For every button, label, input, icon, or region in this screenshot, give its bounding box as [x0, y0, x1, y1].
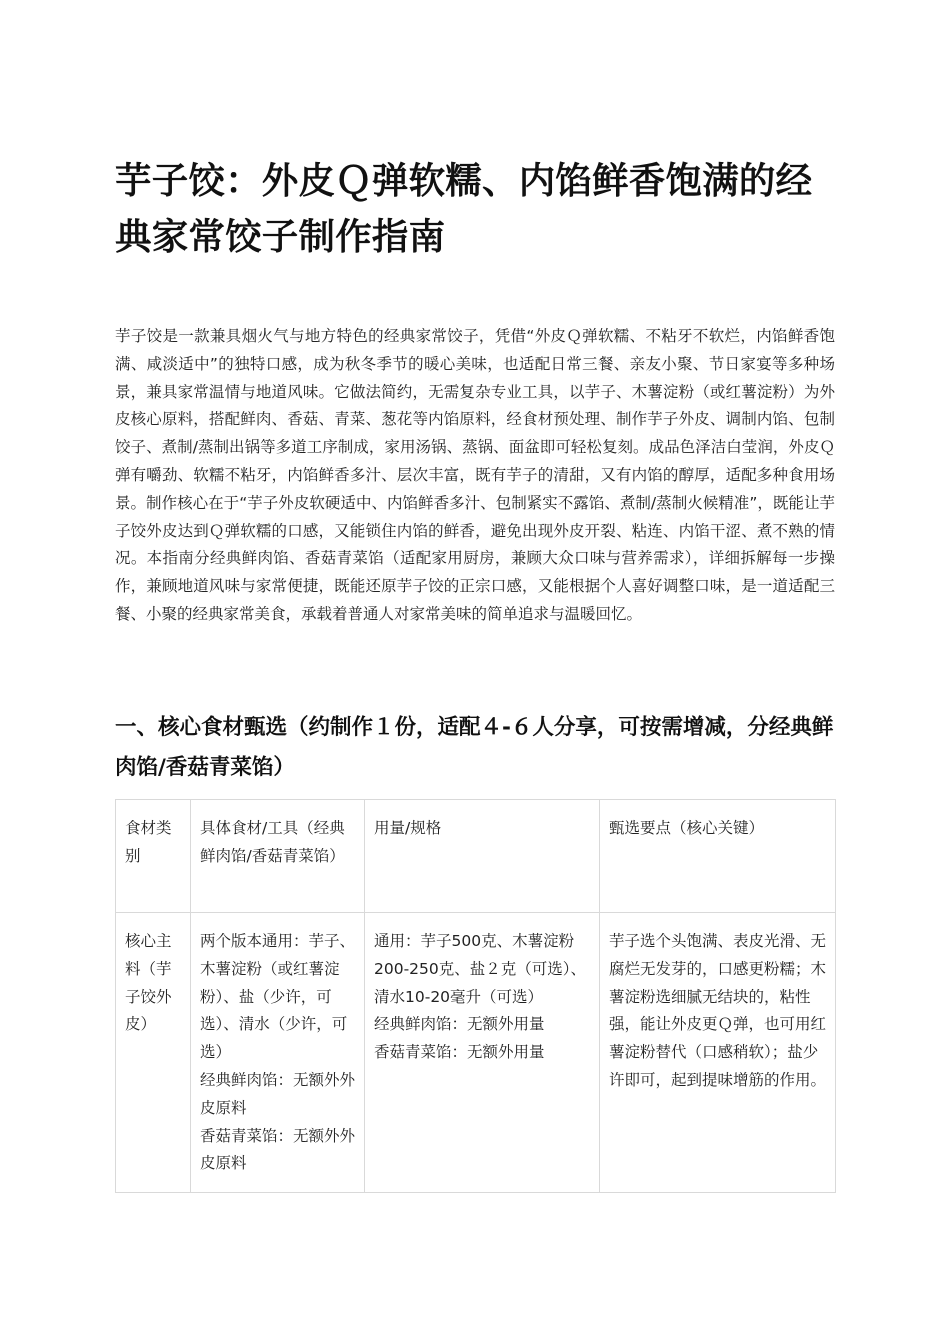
table-header-cell: 用量/规格 — [365, 800, 600, 913]
section-heading-ingredients: 一、核心食材甄选（约制作１份，适配４-６人分享，可按需增减，分经典鲜肉馅/香菇青菜馅） — [115, 715, 834, 780]
cell-line: 通用：芋子500克、木薯淀粉200-250克、盐２克（可选）、清水10-20毫升（可选） — [374, 932, 587, 1006]
table-cell-items — [191, 913, 365, 1193]
cell-line: 经典鲜肉馅：无额外外皮原料 — [200, 1070, 356, 1117]
ingredients-table — [115, 799, 836, 1193]
cell-line: 经典鲜肉馅：无额外用量 — [374, 1015, 545, 1034]
table-header-row — [116, 800, 836, 913]
document-title: 芋子饺：外皮Ｑ弹软糯、内馅鲜香饱满的经典家常饺子制作指南 — [115, 159, 813, 258]
table-cell-category: 核心主料（芋子饺外皮） — [116, 913, 191, 1193]
table-header-cell: 甄选要点（核心关键） — [600, 800, 836, 913]
table-header-cell: 具体食材/工具（经典鲜肉馅/香菇青菜馅） — [191, 800, 365, 913]
cell-line: 香菇青菜馅：无额外外皮原料 — [200, 1126, 356, 1173]
table-cell-tips: 芋子选个头饱满、表皮光滑、无腐烂无发芽的，口感更粉糯；木薯淀粉选细腻无结块的，粘性强，能让外皮更Ｑ弹，也可用红薯淀粉替代（口感稍软）；盐少许即可，起到提味增筋的作用。 — [600, 913, 836, 1193]
table-cell-amount — [365, 913, 600, 1193]
table-row — [116, 913, 836, 1193]
ingredients-table-wrapper — [115, 799, 835, 1193]
cell-line: 两个版本通用：芋子、木薯淀粉（或红薯淀粉）、盐（少许，可选）、清水（少许，可选） — [200, 932, 356, 1062]
table-header-cell: 食材类别 — [116, 800, 191, 913]
cell-line: 香菇青菜馅：无额外用量 — [374, 1043, 545, 1062]
intro-paragraph: 芋子饺是一款兼具烟火气与地方特色的经典家常饺子，凭借“外皮Ｑ弹软糯、不粘牙不软烂，内馅鲜香饱满、咸淡适中”的独特口感，成为秋冬季节的暖心美味，也适配日常三餐、亲友小聚、节日家宴等多种场景，兼具家常温情与地道风味。它做法简约，无需复杂专业工具，以芋子、木薯淀粉（或红薯淀粉）为外皮核心原料，搭配鲜肉、香菇、青菜、葱花等内馅原料，经食材预处理、制作芋子外皮、调制内馅、包制饺子、煮制/蒸制出锅等多道工序制成，家用汤锅、蒸锅、面盆即可轻松复刻。成品色泽洁白莹润，外皮Ｑ弹有嚼劲、软糯不粘牙，内馅鲜香多汁、层次丰富，既有芋子的清甜，又有内馅的醇厚，适配多种食用场景。制作核心在于“芋子外皮软硬适中、内馅鲜香多汁、包制紧实不露馅、煮制/蒸制火候精准”，既能让芋子饺外皮达到Ｑ弹软糯的口感，又能锁住内馅的鲜香，避免出现外皮开裂、粘连、内馅干涩、煮不熟的情况。本指南分经典鲜肉馅、香菇青菜馅（适配家用厨房，兼顾大众口味与营养需求），详细拆解每一步操作，兼顾地道风味与家常便捷，既能还原芋子饺的正宗口感，又能根据个人喜好调整口味，是一道适配三餐、小聚的经典家常美食，承载着普通人对家常美味的简单追求与温暖回忆。 — [115, 327, 835, 623]
